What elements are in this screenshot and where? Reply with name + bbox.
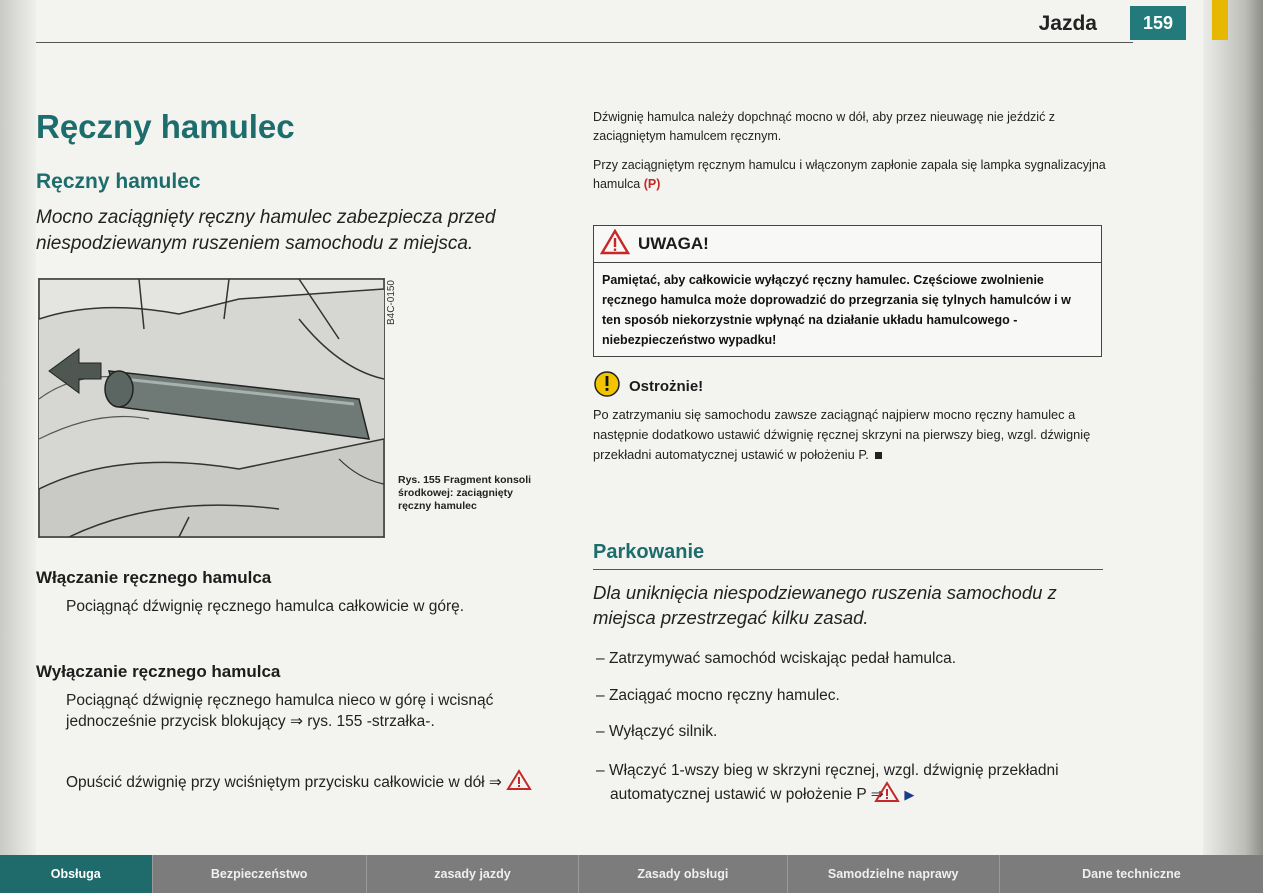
warning-box	[593, 225, 1102, 357]
parking-brake-note-2	[593, 156, 1108, 194]
caution-header	[593, 370, 1100, 403]
warning-title: UWAGA!	[638, 234, 709, 253]
figure-code: B4C-0150	[386, 280, 397, 326]
warning-text: Pamiętać, aby całkowicie wyłączyć ręczny hamulec. Częściowe zwolnienie ręcznego hamulca może doprowadzić do przegrzania się tylnych hamulców i w ten sposób niekorzystnie wpłynąć na działanie układu hamulcowego - niebezpieczeństwo wypadku!	[602, 273, 1071, 347]
page-number: 159	[1130, 6, 1186, 40]
chapter-nav-bar	[0, 855, 1263, 893]
intro-lead: Mocno zaciągnięty ręczny hamulec zabezpiecza przed niespodziewanym ruszeniem samochodu z miejsca.	[36, 207, 496, 254]
parking-brake-note-2-text: Przy zaciągniętym ręcznym hamulcu i włączonym zapłonie zapala się lampka sygnalizacyjna hamulca	[593, 158, 1106, 191]
engage-instruction: Pociągnąć dźwignię ręcznego hamulca całkowicie w górę.	[66, 598, 465, 615]
brake-lamp-icon: (P)	[643, 177, 661, 191]
release-heading: Wyłączanie ręcznego hamulca	[36, 662, 281, 681]
parking-step-1-text: Zatrzymywać samochód wciskając pedał hamulca.	[608, 650, 957, 667]
parking-heading: Parkowanie	[593, 541, 705, 563]
parking-step-4-text: Włączyć 1-wszy bieg w skrzyni ręcznej, wzgl. dźwignię przekładni automatycznej ustawić w położenie P ⇒	[608, 762, 1059, 804]
parking-step-2: – Zaciągać mocno ręczny hamulec.	[596, 687, 840, 704]
parking-step-3-text: Wyłączyć silnik.	[608, 723, 718, 740]
handbrake-illustration	[38, 278, 385, 538]
parking-step-1: – Zatrzymywać samochód wciskając pedał hamulca.	[596, 650, 957, 667]
parking-rule	[593, 569, 1103, 570]
figure-caption: Rys. 155 Fragment konsoli środkowej: zaciągnięty ręczny hamulec	[398, 474, 532, 512]
parking-step-2-text: Zaciągać mocno ręczny hamulec.	[608, 687, 840, 704]
caution-text	[593, 405, 1098, 465]
warning-triangle-icon	[600, 229, 630, 260]
warning-triangle-icon[interactable]	[506, 769, 532, 797]
parking-lead: Dla uniknięcia niespodziewanego ruszenia samochodu z miejsca przestrzegać kilku zasad.	[593, 582, 1057, 628]
tab-bezpieczenstwo[interactable]: Bezpieczeństwo	[153, 855, 367, 893]
caution-circle-icon	[593, 370, 621, 403]
tab-obsluga[interactable]: Obsługa	[0, 855, 153, 893]
caution-title: Ostrożnie!	[629, 378, 704, 395]
end-square-icon	[875, 452, 882, 459]
tab-samodzielne-naprawy[interactable]: Samodzielne naprawy	[788, 855, 1000, 893]
warning-header	[594, 226, 1101, 263]
chapter-tab-marker	[1212, 0, 1228, 40]
release-instruction-1: Pociągnąć dźwignię ręcznego hamulca nieco w górę i wcisnąć jednocześnie przycisk blokujący ⇒ rys. 155 -strzałka-.	[66, 692, 494, 730]
tab-dane-techniczne[interactable]: Dane techniczne	[1082, 867, 1181, 881]
engage-heading: Włączanie ręcznego hamulca	[36, 568, 272, 587]
parking-step-4: – Włączyć 1-wszy bieg w skrzyni ręcznej, wzgl. dźwignię przekładni automatycznej ustawić w położenie P ⇒ ▶	[596, 760, 1110, 809]
page-title: Ręczny hamulec	[36, 108, 295, 145]
parking-brake-note-1: Dźwignię hamulca należy dopchnąć mocno w dół, aby przez nieuwagę nie jeździć z zaciągniętym hamulcem ręcznym.	[593, 110, 1056, 143]
continue-arrow-icon[interactable]: ▶	[904, 787, 915, 803]
parking-step-3: – Wyłączyć silnik.	[596, 723, 718, 740]
release-instruction-2	[66, 769, 536, 797]
warning-triangle-icon[interactable]	[888, 781, 900, 809]
release-instruction-2-text: Opuścić dźwignię przy wciśniętym przycisku całkowicie w dół ⇒	[66, 774, 502, 792]
section-title: Jazda	[1038, 12, 1097, 35]
page-binding-shadow	[0, 0, 36, 893]
tab-zasady-jazdy[interactable]: zasady jazdy	[367, 855, 579, 893]
tab-zasady-obslugi[interactable]: Zasady obsługi	[579, 855, 787, 893]
section-subtitle: Ręczny hamulec	[36, 170, 201, 193]
caution-text-body: Po zatrzymaniu się samochodu zawsze zaciągnąć najpierw mocno ręczny hamulec a następnie dodatkowo ustawić dźwignię ręcznej skrzyni na pierwszy bieg, wzgl. dźwignię przekładni automatycznej ustawić w położeniu P.	[593, 407, 1091, 462]
header-rule	[36, 42, 1133, 43]
page-edge-shadow	[1203, 0, 1263, 893]
